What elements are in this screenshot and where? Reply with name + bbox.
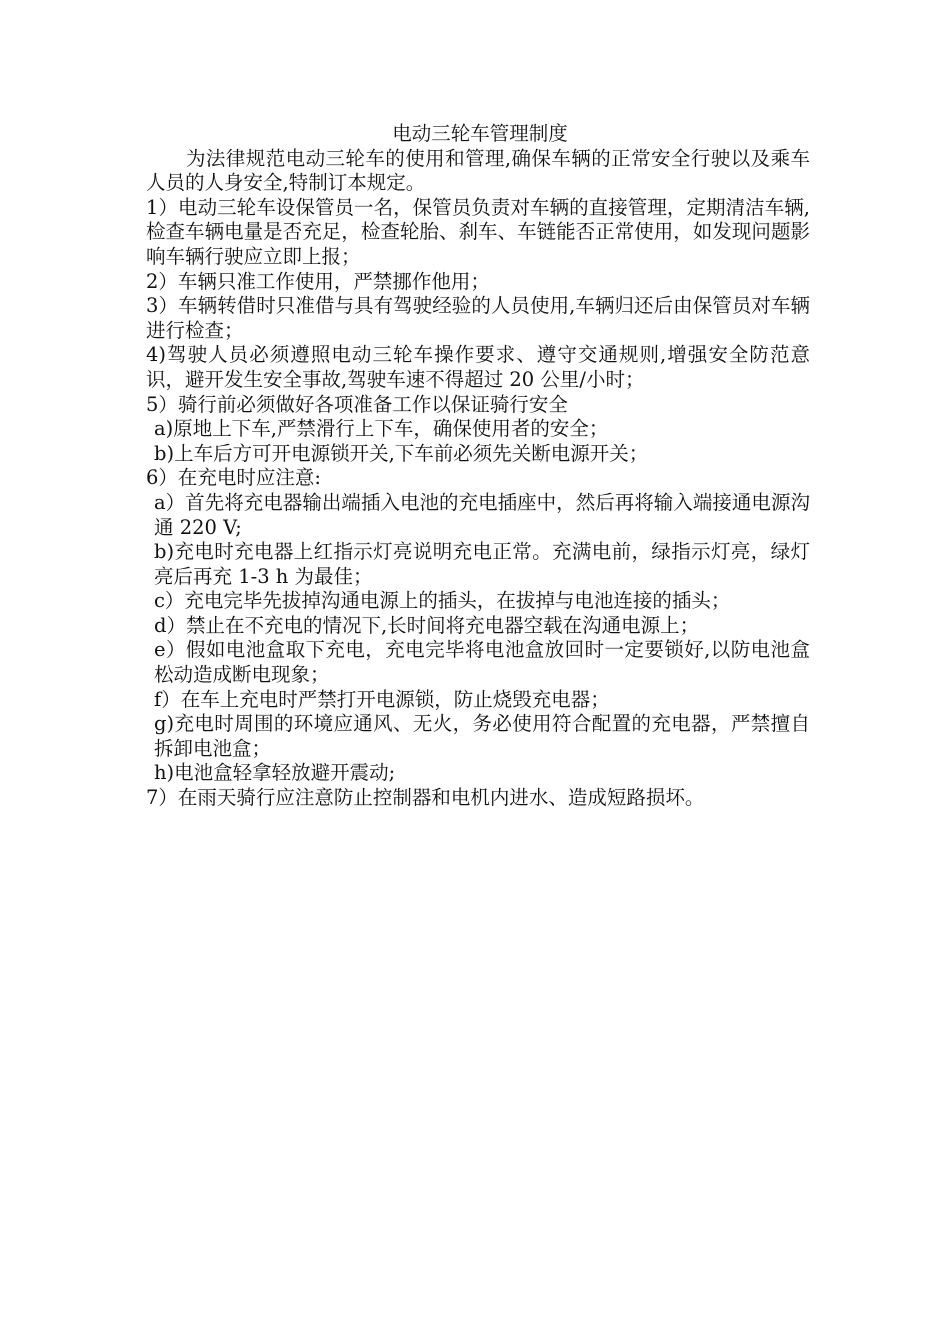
rule-item-5b: b)上车后方可开电源锁开关,下车前必须先关断电源开关；: [154, 441, 649, 465]
intro-paragraph: 为法律规范电动三轮车的使用和管理,确保车辆的正常安全行驶以及乘车人员的人身安全,特制订本规定。: [146, 146, 810, 195]
document-body: [146, 122, 810, 811]
rule-item-5: 5）骑行前必须做好各项准备工作以保证骑行安全: [146, 392, 568, 416]
rule-item-6d: d）禁止在不充电的情况下,长时间将充电器空载在沟通电源上；: [154, 613, 700, 637]
rule-item-3: 3）车辆转借时只准借与具有驾驶经验的人员使用,车辆归还后由保管员对车辆进行检查；: [146, 294, 810, 342]
rule-item-5a: a)原地上下车,严禁滑行上下车，确保使用者的安全；: [154, 417, 609, 441]
rule-item-6f: f）在车上充电时严禁打开电源锁，防止烧毁充电器；: [154, 687, 610, 711]
rule-item-6h: h)电池盒轻拿轻放避开震动;: [154, 761, 396, 785]
rule-item-6b: b)充电时充电器上红指示灯亮说明充电正常。充满电前，绿指示灯亮，绿灯亮后再充 1-3 h 为最佳；: [154, 540, 810, 588]
rule-item-6c: c）充电完毕先拔掉沟通电源上的插头，在拔掉与电池连接的插头；: [154, 589, 731, 613]
rule-item-6a: a）首先将充电器输出端插入电池的充电插座中，然后再将输入端接通电源沟通 220 V;: [154, 490, 810, 539]
rule-item-4: 4)驾驶人员必须遵照电动三轮车操作要求、遵守交通规则,增强安全防范意识，避开发生安全事故,驾驶车速不得超过 20 公里/小时；: [146, 343, 810, 391]
rule-item-6e: e）假如电池盒取下充电，充电完毕将电池盒放回时一定要锁好,以防电池盒松动造成断电现象；: [154, 638, 810, 687]
rule-item-6: 6）在充电时应注意:: [146, 466, 321, 490]
rule-item-6g: g)充电时周围的环境应通风、无火，务必使用符合配置的充电器，严禁擅自拆卸电池盒；: [154, 712, 810, 760]
rule-item-7: 7）在雨天骑行应注意防止控制器和电机内进水、造成短路损坏。: [146, 786, 705, 810]
document-title: 电动三轮车管理制度: [392, 122, 568, 145]
rule-item-2: 2）车辆只准工作使用，严禁挪作他用；: [146, 269, 490, 293]
rule-item-1: 1）电动三轮车设保管员一名，保管员负责对车辆的直接管理，定期清洁车辆,检查车辆电量是否充足，检查轮胎、刹车、车链能否正常使用，如发现问题影响车辆行驶应立即上报；: [146, 195, 810, 268]
